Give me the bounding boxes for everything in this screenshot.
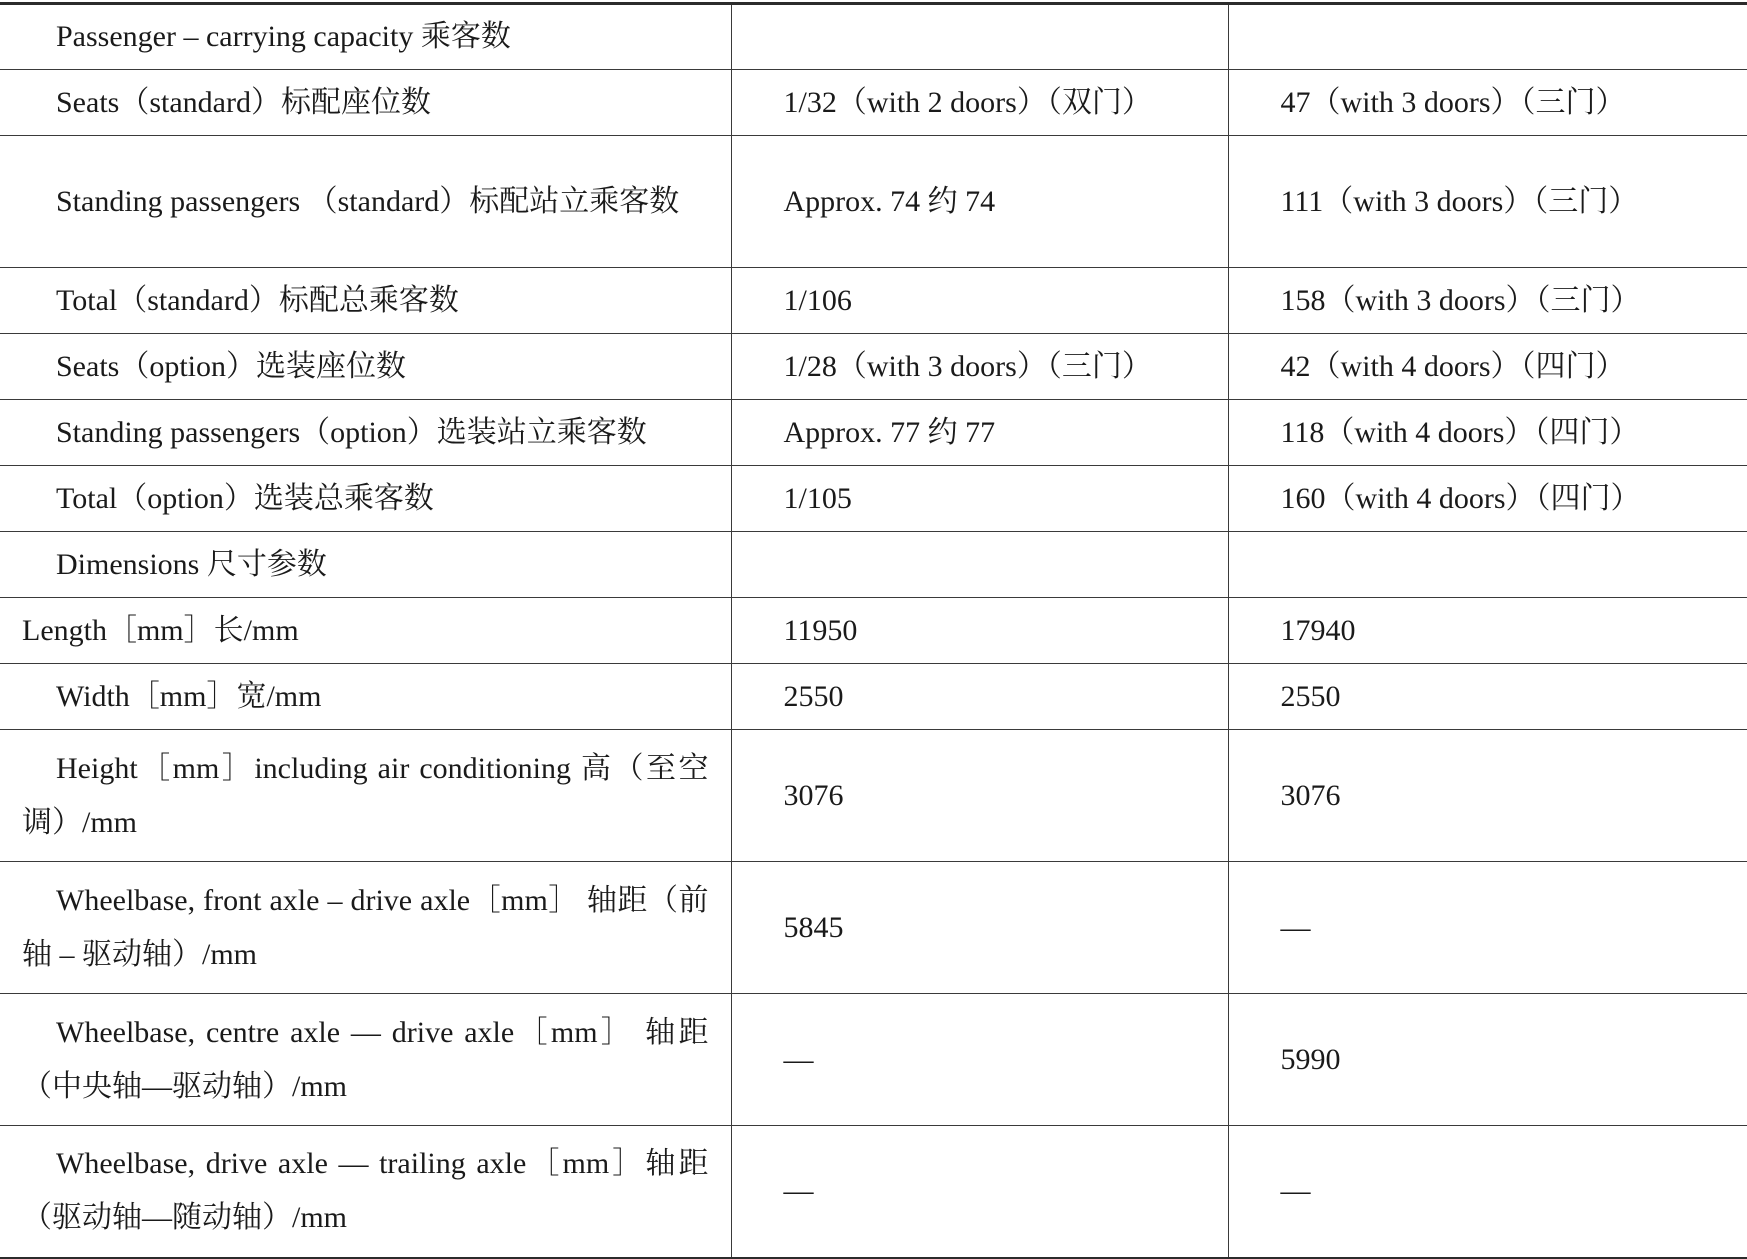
- value-col-2: 158（with 3 doors）（三门）: [1228, 268, 1747, 334]
- row-label: Wheelbase, centre axle — drive axle［mm］ 轴距（中央轴—驱动轴）/mm: [0, 994, 731, 1126]
- table-row: [0, 136, 1747, 268]
- row-label: Standing passengers（option）选装站立乘客数: [0, 400, 731, 466]
- row-label: Height［mm］including air conditioning 高（至空调）/mm: [0, 730, 731, 862]
- value-col-1: 1/105: [731, 466, 1228, 532]
- table-row: [0, 70, 1747, 136]
- row-label: Wheelbase, drive axle — trailing axle［mm］轴距（驱动轴—随动轴）/mm: [0, 1126, 731, 1258]
- row-label: Passenger – carrying capacity 乘客数: [0, 4, 731, 70]
- value-col-1: 11950: [731, 598, 1228, 664]
- table-row: [0, 598, 1747, 664]
- table-row: [0, 730, 1747, 862]
- value-col-1: 2550: [731, 664, 1228, 730]
- value-col-1: 5845: [731, 862, 1228, 994]
- value-col-1: Approx. 74 约 74: [731, 136, 1228, 268]
- row-label: Standing passengers （standard）标配站立乘客数: [0, 136, 731, 268]
- row-label: Seats（standard）标配座位数: [0, 70, 731, 136]
- table-row: [0, 4, 1747, 70]
- value-col-2: [1228, 4, 1747, 70]
- table-row: [0, 862, 1747, 994]
- row-label: Wheelbase, front axle – drive axle［mm］ 轴距（前轴 – 驱动轴）/mm: [0, 862, 731, 994]
- table-row: [0, 664, 1747, 730]
- value-col-2: —: [1228, 1126, 1747, 1258]
- table-row: [0, 400, 1747, 466]
- table-row: [0, 334, 1747, 400]
- value-col-1: 3076: [731, 730, 1228, 862]
- value-col-1: [731, 4, 1228, 70]
- value-col-1: Approx. 77 约 77: [731, 400, 1228, 466]
- value-col-1: —: [731, 1126, 1228, 1258]
- value-col-1: 1/32（with 2 doors）（双门）: [731, 70, 1228, 136]
- value-col-1: —: [731, 994, 1228, 1126]
- value-col-2: 47（with 3 doors）（三门）: [1228, 70, 1747, 136]
- row-label: Length［mm］长/mm: [0, 598, 731, 664]
- value-col-1: [731, 532, 1228, 598]
- value-col-2: 111（with 3 doors）（三门）: [1228, 136, 1747, 268]
- spec-table-body: [0, 4, 1747, 1258]
- value-col-2: 17940: [1228, 598, 1747, 664]
- value-col-2: 160（with 4 doors）（四门）: [1228, 466, 1747, 532]
- spec-table: [0, 2, 1747, 1259]
- row-label: Seats（option）选装座位数: [0, 334, 731, 400]
- value-col-2: 118（with 4 doors）（四门）: [1228, 400, 1747, 466]
- value-col-2: 42（with 4 doors）（四门）: [1228, 334, 1747, 400]
- row-label: Width［mm］宽/mm: [0, 664, 731, 730]
- table-row: [0, 532, 1747, 598]
- value-col-2: —: [1228, 862, 1747, 994]
- row-label: Total（option）选装总乘客数: [0, 466, 731, 532]
- row-label: Total（standard）标配总乘客数: [0, 268, 731, 334]
- value-col-2: 5990: [1228, 994, 1747, 1126]
- value-col-1: 1/106: [731, 268, 1228, 334]
- table-row: [0, 466, 1747, 532]
- value-col-1: 1/28（with 3 doors）（三门）: [731, 334, 1228, 400]
- table-row: [0, 1126, 1747, 1258]
- value-col-2: [1228, 532, 1747, 598]
- value-col-2: 2550: [1228, 664, 1747, 730]
- value-col-2: 3076: [1228, 730, 1747, 862]
- table-row: [0, 268, 1747, 334]
- row-label: Dimensions 尺寸参数: [0, 532, 731, 598]
- table-row: [0, 994, 1747, 1126]
